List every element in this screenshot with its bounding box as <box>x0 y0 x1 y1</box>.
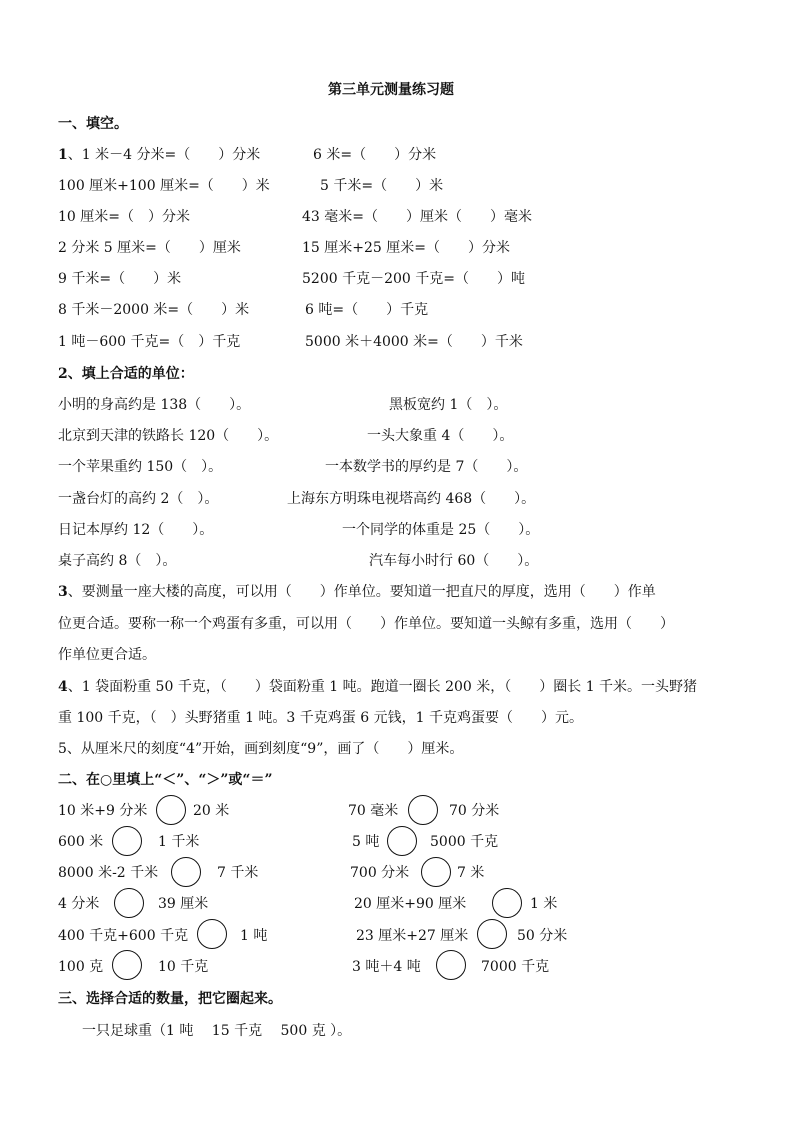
compare-2-right-b: 5000 千克 <box>430 834 499 850</box>
q2-row-1-left: 小明的身高约是 138（ ）。 <box>58 397 251 413</box>
q3-line-3: 作单位更合适。 <box>58 647 156 663</box>
compare-4-left-a: 4 分米 <box>58 896 100 912</box>
compare-6-right-a: 3 吨＋4 吨 <box>352 959 421 975</box>
q1-row-5-right: 5200 千克－200 千克=（ ）吨 <box>302 271 525 287</box>
compare-circle[interactable] <box>436 950 466 980</box>
compare-circle[interactable] <box>171 857 201 887</box>
q2-row-1-right: 黑板宽约 1（ ）。 <box>389 397 508 413</box>
q1-row-2-right: 5 千米=（ ）米 <box>320 178 444 194</box>
compare-2-left-b: 1 千米 <box>158 834 200 850</box>
section-2-heading: 二、在○里填上“＜”、“＞”或“＝” <box>58 772 273 788</box>
section-3-heading: 三、选择合适的数量，把它圈起来。 <box>58 991 282 1007</box>
compare-circle[interactable] <box>477 919 507 949</box>
q2-row-3-right: 一本数学书的厚约是 7（ ）。 <box>325 459 528 475</box>
compare-2-left-a: 600 米 <box>58 834 104 850</box>
q4-label: 4 <box>58 679 68 695</box>
compare-6-right-b: 7000 千克 <box>481 959 550 975</box>
section-3-line-1: 一只足球重（1 吨 15 千克 500 克 ）。 <box>82 1023 352 1039</box>
q1-label: 1 <box>58 147 68 163</box>
q2-row-6-right: 汽车每小时行 60（ ）。 <box>369 553 539 569</box>
compare-5-left-a: 400 千克+600 千克 <box>58 928 189 944</box>
q2-row-5-right: 一个同学的体重是 25（ ）。 <box>342 522 540 538</box>
compare-5-right-b: 50 分米 <box>517 928 568 944</box>
q3-line-1: 3、要测量一座大楼的高度，可以用（ ）作单位。要知道一把直尺的厚度，选用（ ）作单 <box>58 584 656 600</box>
compare-5-right-a: 23 厘米+27 厘米 <box>356 928 469 944</box>
q5-line: 5、从厘米尺的刻度“4”开始，画到刻度“9”，画了（ ）厘米。 <box>58 741 464 757</box>
compare-3-right-a: 700 分米 <box>350 865 410 881</box>
q2-row-2-left: 北京到天津的铁路长 120（ ）。 <box>58 428 279 444</box>
q1-row-1-right: 6 米=（ ）分米 <box>313 147 437 163</box>
compare-4-right-a: 20 厘米+90 厘米 <box>354 896 467 912</box>
compare-3-right-b: 7 米 <box>457 865 485 881</box>
q1-row-6-left: 8 千米－2000 米=（ ）米 <box>58 302 250 318</box>
compare-1-right-b: 70 分米 <box>449 803 500 819</box>
compare-3-left-b: 7 千米 <box>217 865 259 881</box>
q2-row-2-right: 一头大象重 4（ ）。 <box>367 428 514 444</box>
q1-row-3-right: 43 毫米=（ ）厘米（ ）毫米 <box>302 209 532 225</box>
q2-row-4-right: 上海东方明珠电视塔高约 468（ ）。 <box>287 491 536 507</box>
q3-line-2: 位更合适。要称一称一个鸡蛋有多重，可以用（ ）作单位。要知道一头鲸有多重，选用（ ） <box>58 616 674 632</box>
section-1-heading: 一、填空。 <box>58 116 128 132</box>
q2-row-6-left: 桌子高约 8（ ）。 <box>58 553 177 569</box>
compare-circle[interactable] <box>112 826 142 856</box>
compare-6-left-a: 100 克 <box>58 959 104 975</box>
q1-row-1-left: 1、1 米－4 分米=（ ）分米 <box>58 147 261 163</box>
compare-3-left-a: 8000 米-2 千米 <box>58 865 159 881</box>
compare-circle[interactable] <box>408 795 438 825</box>
compare-6-left-b: 10 千克 <box>158 959 209 975</box>
page-title: 第三单元测量练习题 <box>328 82 454 98</box>
compare-circle[interactable] <box>114 888 144 918</box>
q1-row-6-right: 6 吨=（ ）千克 <box>305 302 429 318</box>
q2-row-5-left: 日记本厚约 12（ ）。 <box>58 522 214 538</box>
compare-4-right-b: 1 米 <box>530 896 558 912</box>
q4-line-2: 重 100 千克，（ ）头野猪重 1 吨。3 千克鸡蛋 6 元钱，1 千克鸡蛋要（ ）元。 <box>58 710 583 726</box>
compare-5-left-b: 1 吨 <box>240 928 268 944</box>
q1-row-2-left: 100 厘米+100 厘米=（ ）米 <box>58 178 270 194</box>
q2-heading: 2、填上合适的单位： <box>58 366 194 382</box>
compare-circle[interactable] <box>492 888 522 918</box>
q1-row-3-left: 10 厘米=（ ）分米 <box>58 209 190 225</box>
compare-2-right-a: 5 吨 <box>352 834 380 850</box>
compare-circle[interactable] <box>197 919 227 949</box>
q2-row-3-left: 一个苹果重约 150（ ）。 <box>58 459 223 475</box>
q1-row-5-left: 9 千米=（ ）米 <box>58 271 182 287</box>
q2-row-4-left: 一盏台灯的高约 2（ ）。 <box>58 491 219 507</box>
q3-label: 3 <box>58 584 68 600</box>
compare-circle[interactable] <box>421 857 451 887</box>
q1-row-7-left: 1 吨－600 千克=（ ）千克 <box>58 334 241 350</box>
compare-circle[interactable] <box>112 950 142 980</box>
q4-line-1: 4、1 袋面粉重 50 千克，（ ）袋面粉重 1 吨。跑道一圈长 200 米，（ ）圈长 1 千米。一头野猪 <box>58 679 698 695</box>
compare-1-left-a: 10 米+9 分米 <box>58 803 148 819</box>
compare-circle[interactable] <box>156 795 186 825</box>
compare-circle[interactable] <box>387 826 417 856</box>
compare-1-left-b: 20 米 <box>193 803 230 819</box>
compare-4-left-b: 39 厘米 <box>158 896 209 912</box>
q1-row-4-right: 15 厘米+25 厘米=（ ）分米 <box>302 240 510 256</box>
q1-row-7-right: 5000 米＋4000 米=（ ）千米 <box>305 334 523 350</box>
q1-row-4-left: 2 分米 5 厘米=（ ）厘米 <box>58 240 241 256</box>
compare-1-right-a: 70 毫米 <box>348 803 399 819</box>
